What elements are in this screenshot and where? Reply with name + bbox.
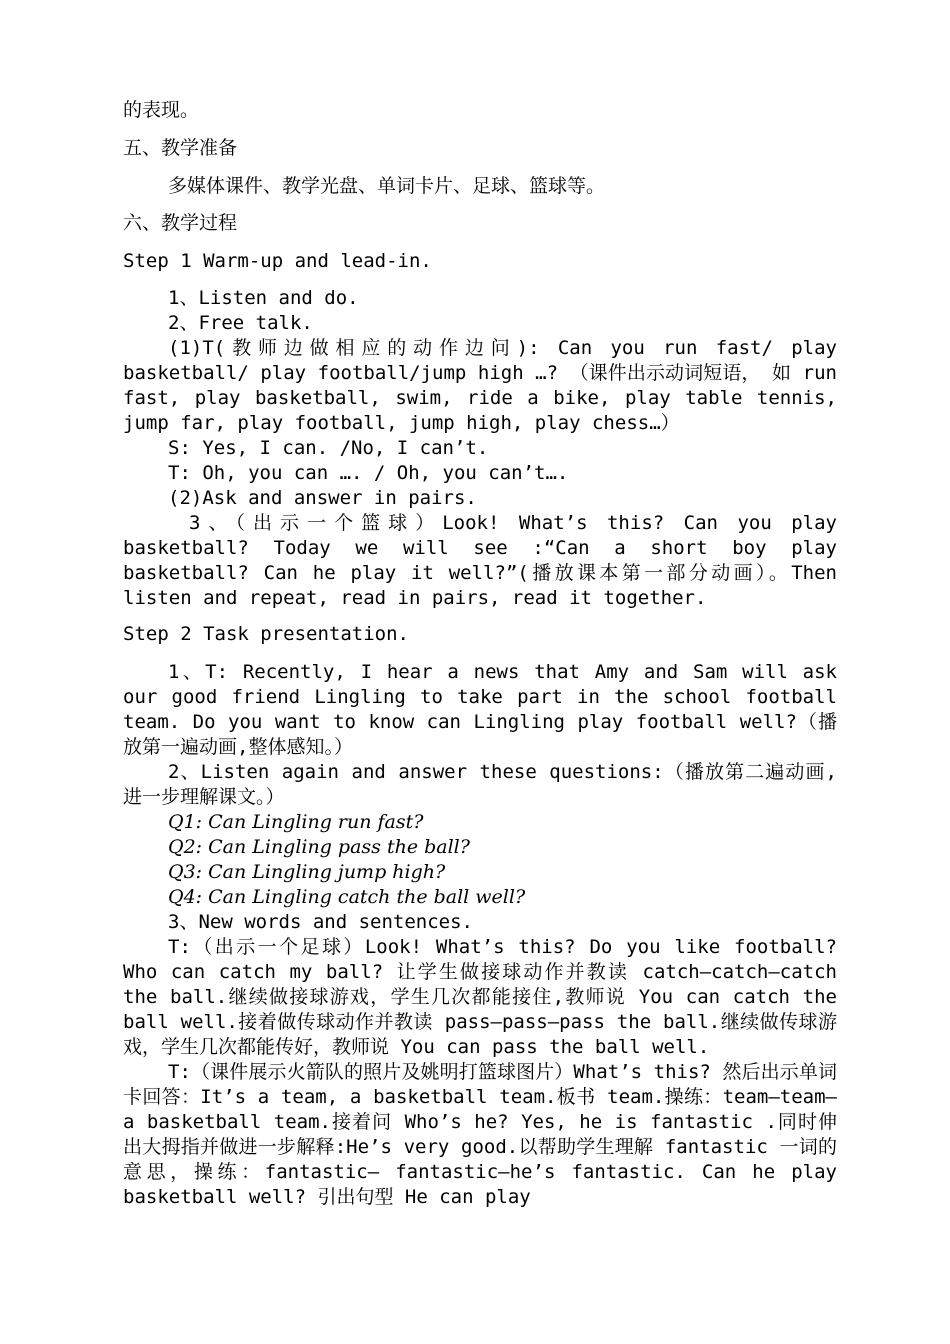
step-heading: Step 2 Task presentation. bbox=[123, 623, 409, 645]
text-line: 多媒体课件、教学光盘、单词卡片、足球、篮球等。 bbox=[168, 175, 606, 197]
paragraph: T:（出示一个足球）Look! What’s this? Do you like football? Who can catch my ball? 让学生做接球动作并教读 catch—catch—catch the ball.继续做接球游戏，学生几次都能接住,教师说 You can catch the ball well.接着做传球动作并教读 pass—pass—pass the ball.继续做传球游戏，学生几次都能传好，教师说 You can pass the ball well. bbox=[123, 936, 837, 1058]
step1-block bbox=[123, 286, 837, 611]
paragraph: 1、T: Recently, I hear a news that Amy and Sam will ask our good friend Lingling to take part in the school football team. Do you want to know can Lingling play football well?（播放第一遍动画,整体感知。） bbox=[123, 661, 837, 758]
question: Q1: Can Lingling run fast? bbox=[168, 811, 424, 833]
paragraph: 3、（出示一个篮球）Look! What’s this? Can you play basketball? Today we will see :“Can a short boy play basketball? Can he play it well?”(播放课本第一部分动画）。Then listen and repeat, read in pairs, read it together. bbox=[123, 512, 837, 609]
text-line: 的表现。 bbox=[123, 99, 200, 121]
section-heading-process: 六、教学过程 bbox=[123, 212, 238, 234]
paragraph: 2、Listen again and answer these questions:（播放第二遍动画,进一步理解课文。） bbox=[123, 761, 837, 808]
paragraph: S: Yes, I can. /No, I can’t. bbox=[168, 437, 489, 459]
step-heading: Step 1 Warm-up and lead-in. bbox=[123, 250, 432, 272]
paragraph: 1、Listen and do. bbox=[168, 287, 359, 309]
question: Q4: Can Lingling catch the ball well? bbox=[168, 886, 526, 908]
paragraph: (2)Ask and answer in pairs. bbox=[168, 487, 477, 509]
question: Q3: Can Lingling jump high? bbox=[168, 861, 446, 883]
section-heading-preparation: 五、教学准备 bbox=[123, 137, 238, 159]
paragraph: (1)T(教师边做相应的动作边问): Can you run fast/ play basketball/ play football/jump high …? （课件出示动词短语， 如 run fast, play basketball, swim, ride a bike, play table tennis, jump far, play football, jump high, play chess…） bbox=[123, 337, 837, 434]
paragraph: 2、Free talk. bbox=[168, 312, 313, 334]
paragraph: T: Oh, you can …. / Oh, you can’t…. bbox=[168, 462, 569, 484]
step2-block bbox=[123, 660, 837, 1210]
paragraph: 3、New words and sentences. bbox=[168, 911, 473, 933]
paragraph: T:（课件展示火箭队的照片及姚明打篮球图片）What’s this? 然后出示单词卡回答：It’s a team, a basketball team.板书 team.操练：team—team—a basketball team.接着问 Who’s he? Yes, he is fantastic .同时伸出大拇指并做进一步解释:He’s very good.以帮助学生理解 fantastic 一词的意思，操练：fantastic— fantastic—he’s fantastic. Can he play basketball well? 引出句型 He can play bbox=[123, 1061, 837, 1208]
question: Q2: Can Lingling pass the ball? bbox=[168, 836, 470, 858]
